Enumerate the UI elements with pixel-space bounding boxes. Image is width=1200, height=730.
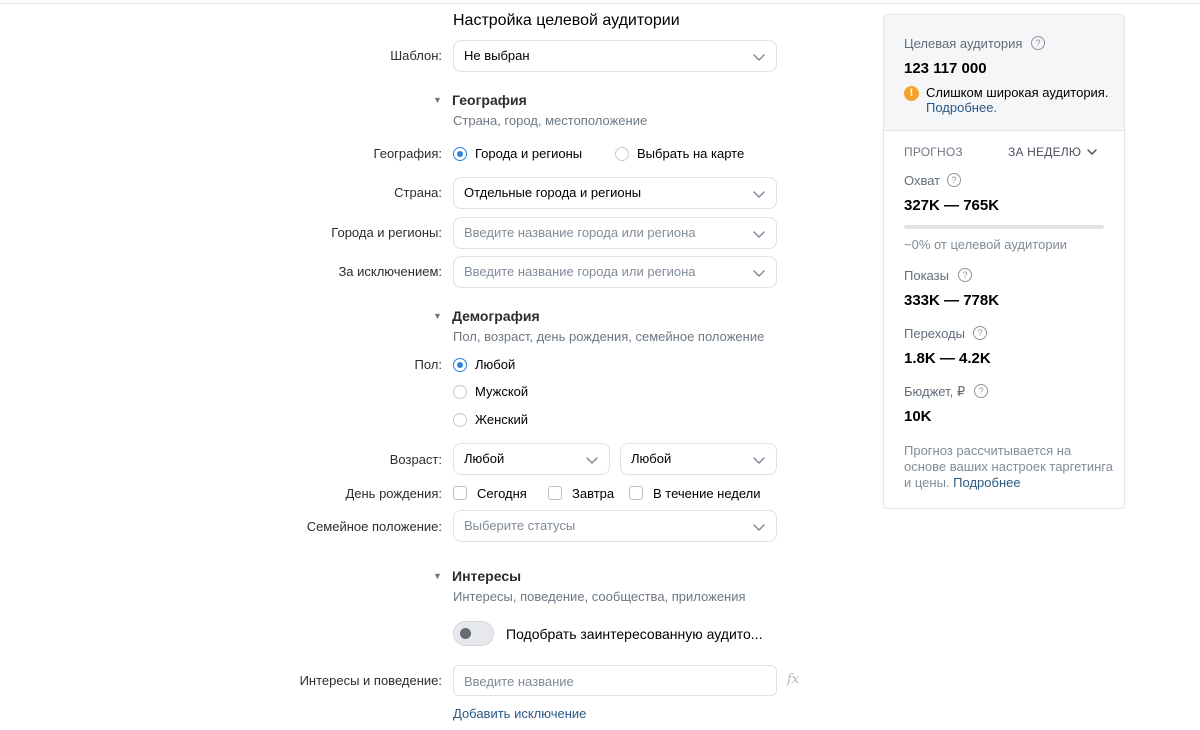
checkbox-birthday-today-label[interactable]: Сегодня (477, 486, 527, 501)
chevron-down-icon (752, 50, 766, 64)
radio-cities-regions[interactable] (453, 147, 467, 161)
interested-audience-toggle-label[interactable]: Подобрать заинтересованную аудито... (506, 626, 763, 642)
template-select[interactable] (453, 40, 777, 72)
radio-choose-on-map[interactable] (615, 147, 629, 161)
chevron-down-icon (1086, 146, 1098, 158)
page-title: Настройка целевой аудитории (453, 12, 680, 29)
interests-behavior-placeholder: Введите название (464, 674, 574, 689)
country-value: Отдельные города и регионы (464, 185, 642, 200)
family-status-placeholder: Выберите статусы (464, 518, 576, 533)
target-audience-value: 123 117 000 (904, 60, 987, 77)
checkbox-birthday-today[interactable] (453, 486, 467, 500)
chevron-down-icon (752, 187, 766, 201)
radio-gender-male-label[interactable]: Мужской (475, 384, 529, 399)
forecast-note-text: Прогноз рассчитывается на основе ваших настроек таргетинга и цены. (904, 443, 1113, 490)
geography-section-title[interactable]: География (452, 92, 527, 108)
interests-behavior-input[interactable] (453, 665, 777, 696)
demography-section-title[interactable]: Демография (452, 308, 540, 324)
warning-more-link[interactable]: Подробнее. (926, 100, 998, 115)
age-from-value: Любой (464, 451, 505, 466)
gender-label: Пол: (414, 357, 442, 372)
checkbox-birthday-week-label[interactable]: В течение недели (653, 486, 761, 501)
demography-collapse-icon[interactable]: ▼ (433, 311, 442, 321)
exclude-label: За исключением: (338, 264, 442, 279)
interests-collapse-icon[interactable]: ▼ (433, 571, 442, 581)
age-to-value: Любой (631, 451, 672, 466)
help-circle-icon[interactable]: ? (958, 268, 972, 282)
checkbox-birthday-tomorrow[interactable] (548, 486, 562, 500)
age-label: Возраст: (389, 452, 442, 467)
country-select[interactable] (453, 177, 777, 209)
interested-audience-toggle[interactable] (453, 621, 494, 646)
clicks-label: Переходы (904, 326, 965, 341)
toggle-knob (460, 628, 471, 639)
help-circle-icon[interactable]: ? (974, 384, 988, 398)
forecast-panel (883, 14, 1125, 509)
interests-section-subtitle: Интересы, поведение, сообщества, приложения (453, 589, 746, 604)
period-dropdown[interactable] (1008, 145, 1081, 159)
interests-behavior-label: Интересы и поведение: (299, 673, 442, 688)
impressions-value: 333K — 778K (904, 292, 1000, 309)
forecast-note-link[interactable]: Подробнее (953, 475, 1021, 490)
reach-value: 327K — 765K (904, 197, 1000, 214)
help-circle-icon[interactable]: ? (1031, 36, 1045, 50)
cities-label: Города и регионы: (331, 225, 442, 240)
country-label: Страна: (394, 185, 442, 200)
warning-message (926, 85, 1116, 115)
help-circle-icon[interactable]: ? (973, 326, 987, 340)
warning-icon: ! (904, 86, 919, 101)
exclude-placeholder: Введите название города или региона (464, 264, 696, 279)
cities-placeholder: Введите название города или региона (464, 225, 696, 240)
budget-label: Бюджет, ₽ (904, 384, 966, 399)
target-audience-label: Целевая аудитория (904, 36, 1023, 51)
checkbox-birthday-week[interactable] (629, 486, 643, 500)
geography-collapse-icon[interactable]: ▼ (433, 95, 442, 105)
impressions-label: Показы (904, 268, 949, 283)
chevron-down-icon (752, 520, 766, 534)
radio-choose-on-map-label[interactable]: Выбрать на карте (637, 146, 745, 161)
chevron-down-icon (752, 227, 766, 241)
clicks-value: 1.8K — 4.2K (904, 350, 991, 367)
forecast-label: ПРОГНОЗ (904, 145, 963, 159)
reach-label: Охват (904, 173, 941, 188)
exclude-select[interactable] (453, 256, 777, 288)
cities-select[interactable] (453, 217, 777, 249)
fx-icon[interactable]: fx (787, 672, 800, 687)
chevron-down-icon (752, 453, 766, 467)
period-value: ЗА НЕДЕЛЮ (1008, 145, 1082, 159)
template-value: Не выбран (464, 48, 530, 63)
radio-gender-male[interactable] (453, 385, 467, 399)
forecast-note (904, 443, 1114, 491)
top-divider (0, 3, 1200, 4)
radio-cities-regions-label[interactable]: Города и регионы (475, 146, 583, 161)
geography-label: География: (373, 146, 442, 161)
audience-summary (884, 15, 1124, 131)
demography-section-subtitle: Пол, возраст, день рождения, семейное положение (453, 329, 765, 344)
reach-share-text: ~0% от целевой аудитории (904, 237, 1068, 252)
interests-section-title[interactable]: Интересы (452, 568, 522, 584)
age-from-select[interactable] (453, 443, 610, 475)
warning-text: Слишком широкая аудитория. (926, 85, 1109, 100)
geography-section-subtitle: Страна, город, местоположение (453, 113, 648, 128)
radio-gender-any[interactable] (453, 358, 467, 372)
radio-gender-any-label[interactable]: Любой (475, 357, 516, 372)
radio-gender-female-label[interactable]: Женский (475, 412, 528, 427)
chevron-down-icon (752, 266, 766, 280)
radio-gender-female[interactable] (453, 413, 467, 427)
birthday-label: День рождения: (345, 486, 442, 501)
budget-value: 10K (904, 408, 932, 425)
family-status-label: Семейное положение: (306, 519, 442, 534)
add-exclusion-link[interactable]: Добавить исключение (453, 706, 587, 721)
chevron-down-icon (585, 453, 599, 467)
reach-progress-bar (904, 225, 1104, 229)
checkbox-birthday-tomorrow-label[interactable]: Завтра (572, 486, 615, 501)
help-circle-icon[interactable]: ? (947, 173, 961, 187)
template-label: Шаблон: (390, 48, 442, 63)
family-status-select[interactable] (453, 510, 777, 542)
age-to-select[interactable] (620, 443, 777, 475)
